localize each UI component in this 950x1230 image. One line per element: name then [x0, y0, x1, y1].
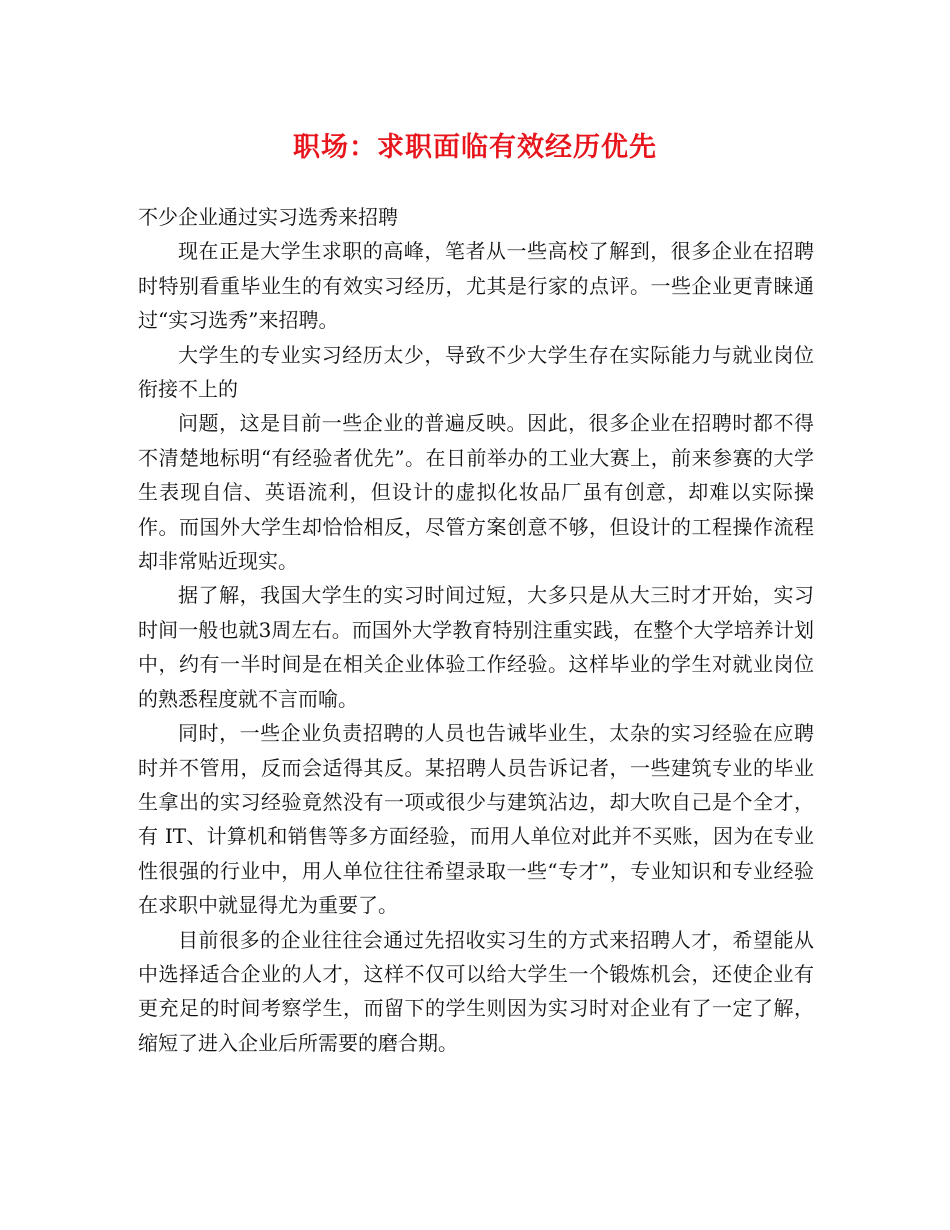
paragraph: 大学生的专业实习经历太少，导致不少大学生存在实际能力与就业岗位衔接不上的	[138, 342, 814, 402]
paragraph: 问题，这是目前一些企业的普遍反映。因此，很多企业在招聘时都不得不清楚地标明“有经验者优先”。在日前举办的工业大赛上，前来参赛的大学生表现自信、英语流利，但设计的虚拟化妆品厂虽有创意，却难以实际操作。而国外大学生却恰恰相反，尽管方案创意不够，但设计的工程操作流程却非常贴近现实。	[138, 411, 814, 574]
paragraph: 现在正是大学生求职的高峰，笔者从一些高校了解到，很多企业在招聘时特别看重毕业生的有效实习经历，尤其是行家的点评。一些企业更青睐通过“实习选秀”来招聘。	[138, 239, 814, 333]
paragraph-subheading: 不少企业通过实习选秀来招聘	[138, 205, 398, 229]
paragraph: 同时，一些企业负责招聘的人员也告诫毕业生，太杂的实习经验在应聘时并不管用，反而会适得其反。某招聘人员告诉记者，一些建筑专业的毕业生拿出的实习经验竟然没有一项或很少与建筑沾边，却大吹自己是个全才，有 IT、计算机和销售等多方面经验，而用人单位对此并不买账，因为在专业性很强的行业中，用人单位往往希望录取一些“专才”，专业知识和专业经验在求职中就显得尤为重要了。	[138, 721, 814, 918]
document-body	[138, 200, 814, 1060]
document-title: 职场：求职面临有效经历优先	[293, 132, 657, 163]
paragraph: 目前很多的企业往往会通过先招收实习生的方式来招聘人才，希望能从中选择适合企业的人才，这样不仅可以给大学生一个锻炼机会，还使企业有更充足的时间考察学生，而留下的学生则因为实习时对企业有了一定了解，缩短了进入企业后所需要的磨合期。	[138, 927, 814, 1055]
paragraph: 据了解，我国大学生的实习时间过短，大多只是从大三时才开始，实习时间一般也就3周左右。而国外大学教育特别注重实践，在整个大学培养计划中，约有一半时间是在相关企业体验工作经验。这样毕业的学生对就业岗位的熟悉程度就不言而喻。	[138, 583, 814, 711]
